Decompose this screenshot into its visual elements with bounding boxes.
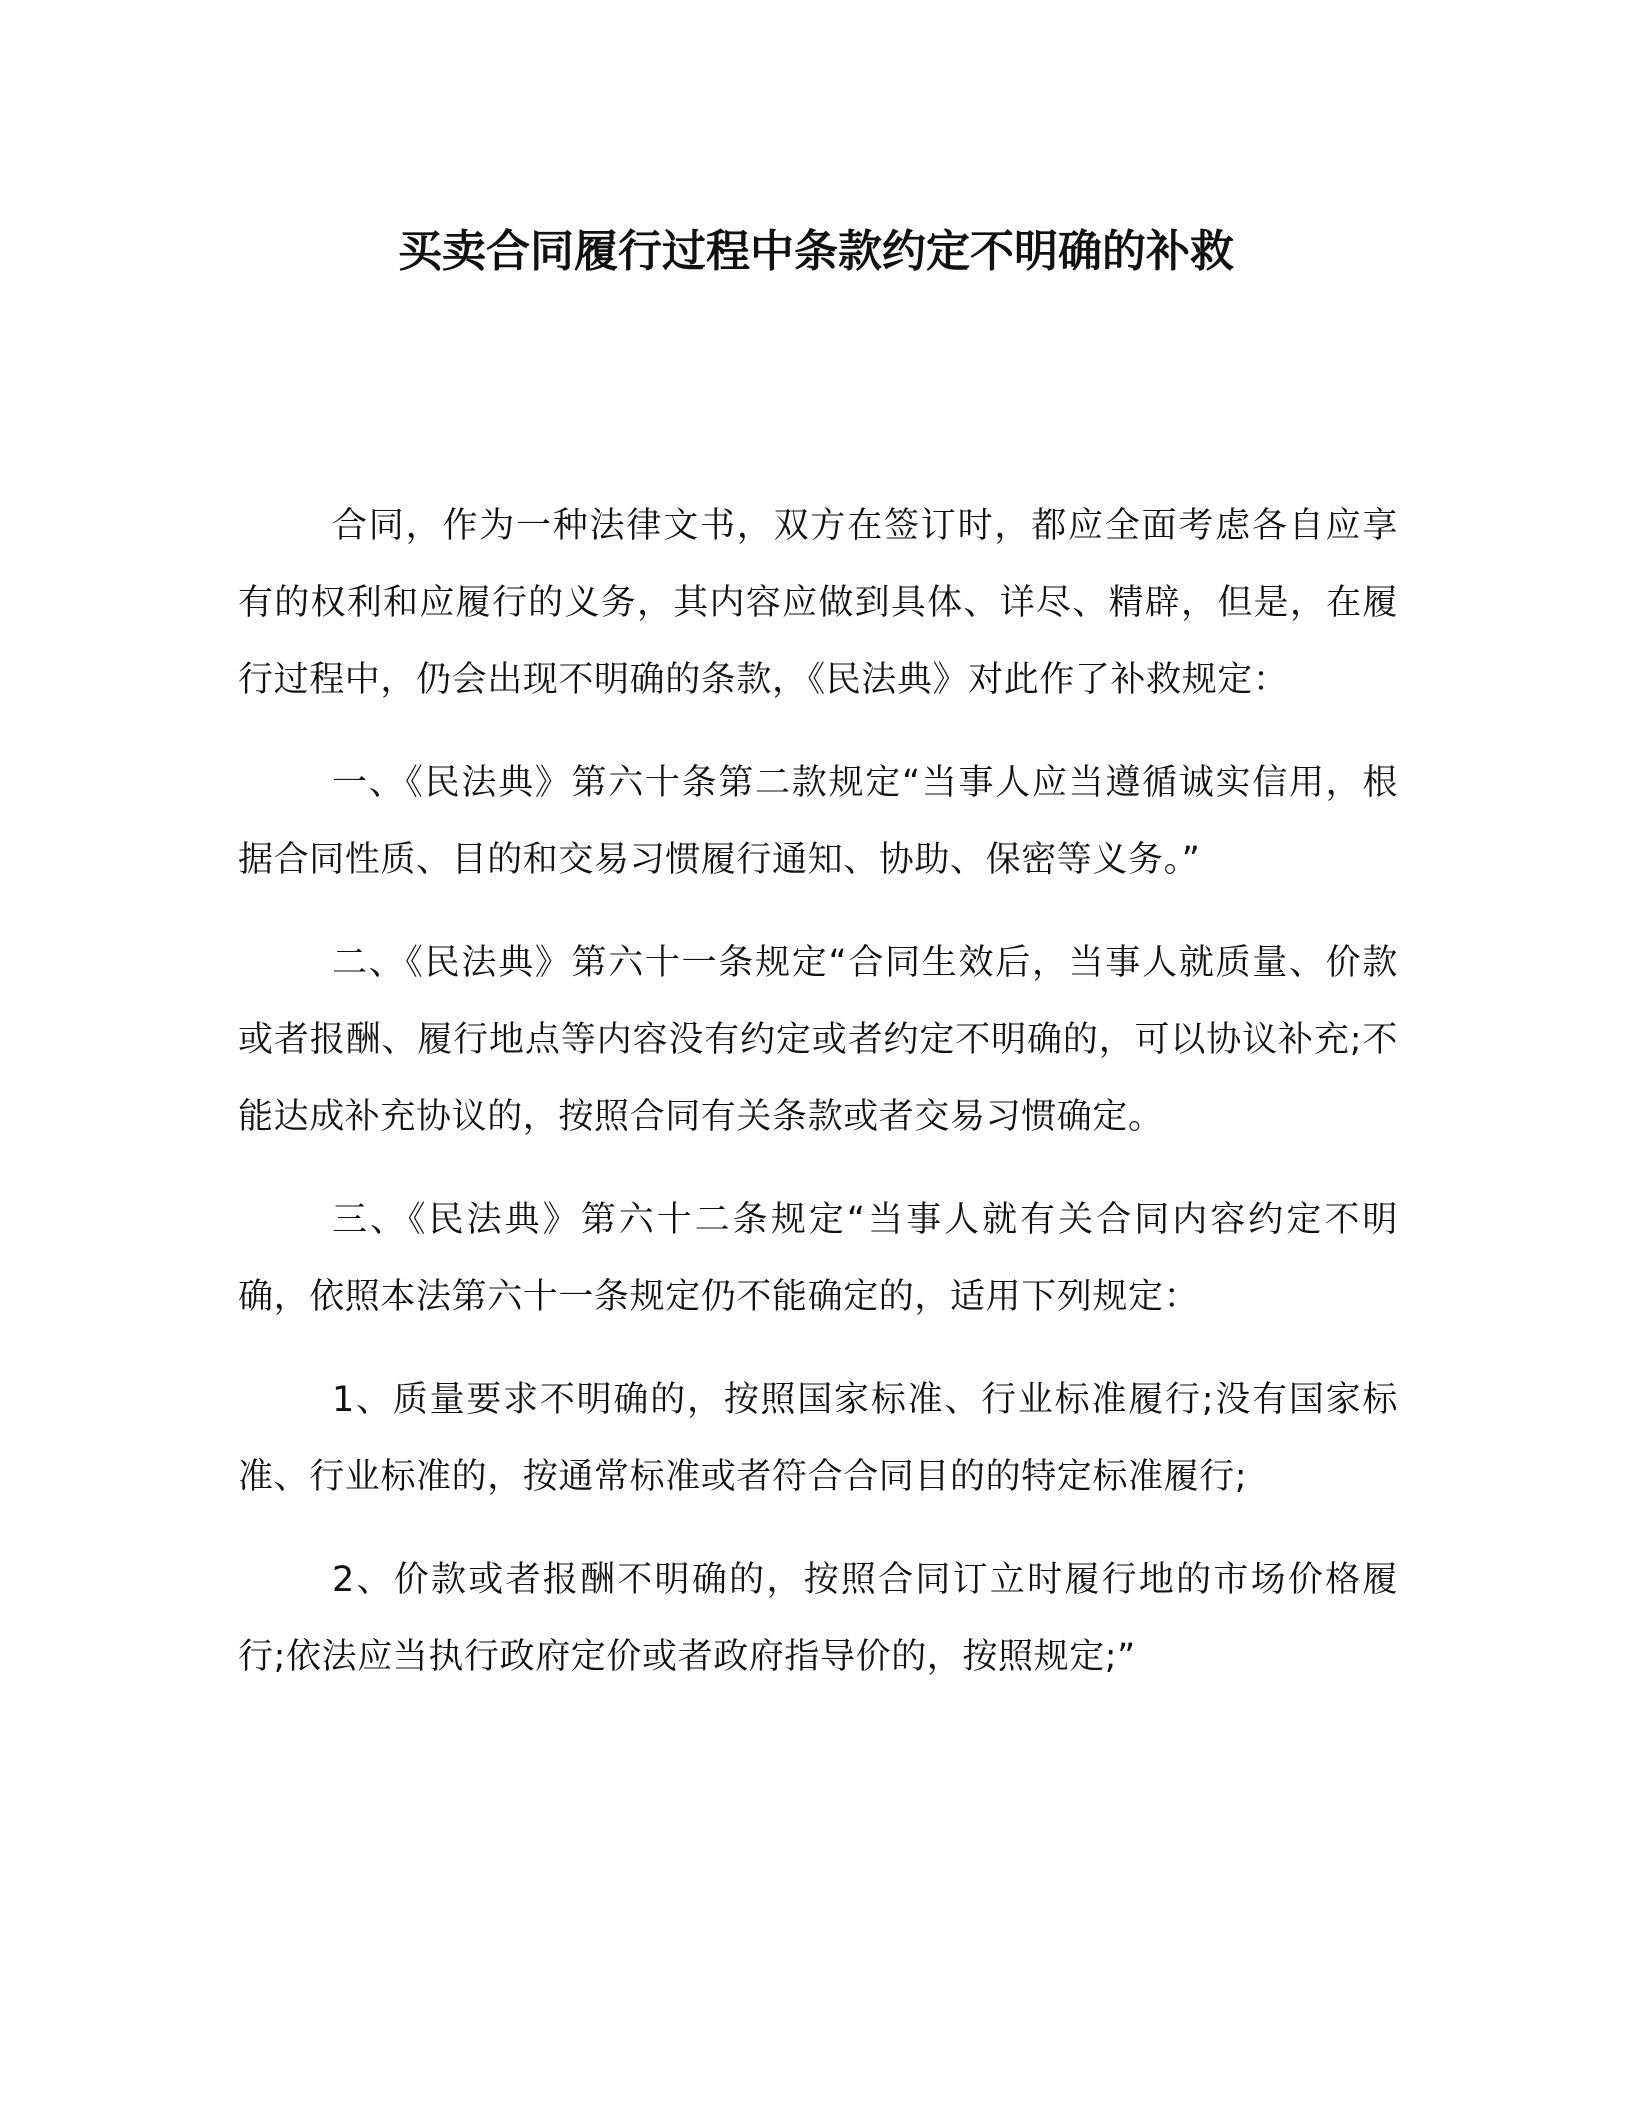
paragraph-article-61: 二、《民法典》第六十一条规定“合同生效后，当事人就质量、价款或者报酬、履行地点等内容没有约定或者约定不明确的，可以协议补充;不能达成补充协议的，按照合同有关条款或者交易习惯确定。 bbox=[238, 943, 1398, 1137]
paragraph-article-60: 一、《民法典》第六十条第二款规定“当事人应当遵循诚实信用，根据合同性质、目的和交易习惯履行通知、协助、保密等义务。” bbox=[238, 763, 1398, 880]
paragraph-intro: 合同，作为一种法律文书，双方在签订时，都应全面考虑各自应享有的权利和应履行的义务，其内容应做到具体、详尽、精辟，但是，在履行过程中，仍会出现不明确的条款，《民法典》对此作了补救规定： bbox=[238, 506, 1398, 700]
paragraph-item-2-price: 2、价款或者报酬不明确的，按照合同订立时履行地的市场价格履行;依法应当执行政府定价或者政府指导价的，按照规定;” bbox=[238, 1560, 1398, 1677]
paragraph-item-1-quality: 1、质量要求不明确的，按照国家标准、行业标准履行;没有国家标准、行业标准的，按通常标准或者符合合同目的的特定标准履行; bbox=[238, 1380, 1398, 1497]
paragraph-article-62: 三、《民法典》第六十二条规定“当事人就有关合同内容约定不明确，依照本法第六十一条规定仍不能确定的，适用下列规定： bbox=[238, 1200, 1398, 1317]
document-title: 买卖合同履行过程中条款约定不明确的补救 bbox=[398, 226, 1234, 277]
document-body bbox=[238, 488, 1398, 1722]
